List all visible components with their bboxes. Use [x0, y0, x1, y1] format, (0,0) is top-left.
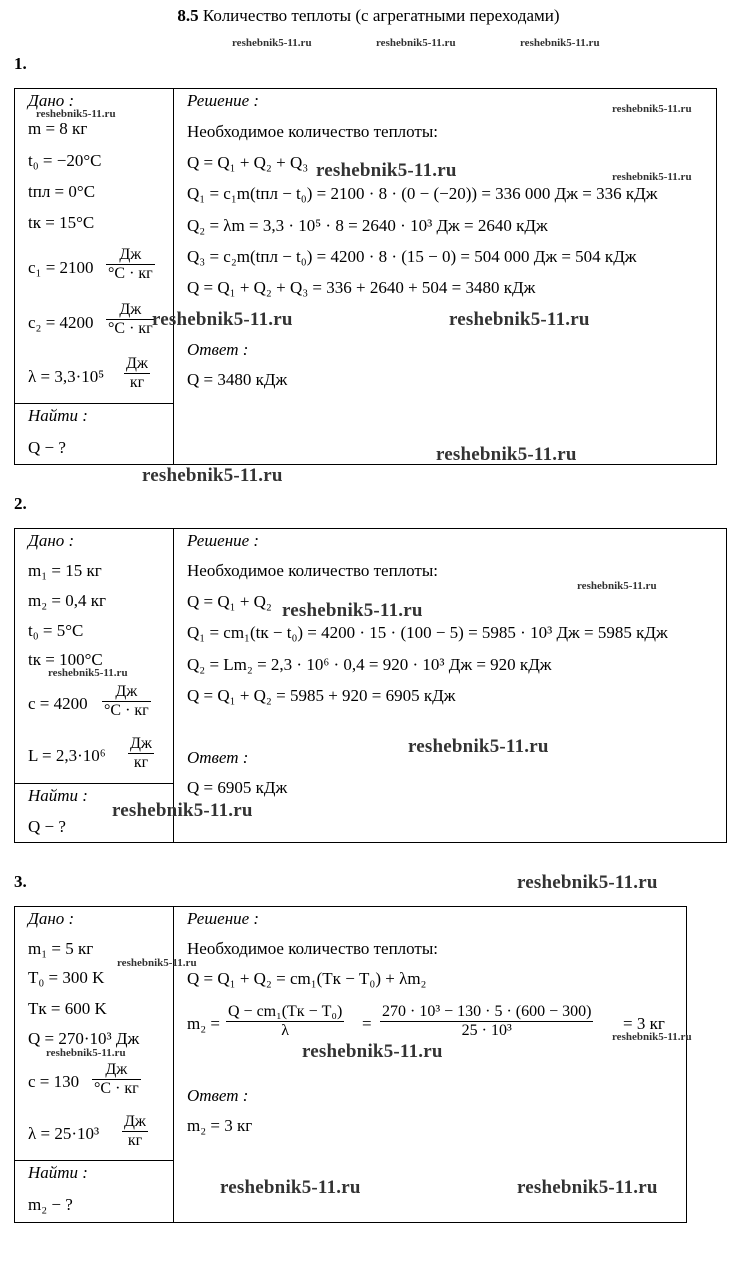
watermark: reshebnik5-11.ru	[46, 1047, 126, 1059]
solution-line: Q = Q₁ + Q₂ = 5985 + 920 = 6905 кДж	[187, 686, 456, 705]
page-title	[0, 6, 737, 26]
solution-line: = 3 кг	[623, 1014, 665, 1033]
unit-fraction	[102, 683, 151, 720]
given-item: λ = 25·10³	[28, 1124, 100, 1143]
answer-value: m₂ = 3 кг	[187, 1116, 253, 1135]
given-item: m₁ = 5 кг	[28, 939, 94, 958]
watermark: reshebnik5-11.ru	[142, 465, 283, 486]
answer-label: Ответ :	[187, 748, 249, 767]
given-item: c₁ = 2100	[28, 258, 94, 277]
given-label: Дано :	[28, 909, 75, 928]
unit-denominator: °C · кг	[104, 702, 149, 719]
watermark: reshebnik5-11.ru	[112, 800, 253, 821]
solution-label: Решение :	[187, 91, 260, 110]
watermark: reshebnik5-11.ru	[48, 667, 128, 679]
solution-line: Необходимое количество теплоты:	[187, 561, 439, 580]
given-label: Дано :	[28, 531, 75, 550]
given-item: tпл = 0°C	[28, 182, 96, 201]
formula-numerator: 270 · 10³ − 130 · 5 · (600 − 300)	[382, 1003, 592, 1020]
solution-line: Q = Q₁ + Q₂ = cm₁(Tк − T₀) + λm₂	[187, 969, 427, 988]
solution-label: Решение :	[187, 909, 260, 928]
solution-line: Q₂ = Lm₂ = 2,3 · 10⁶ · 0,4 = 920 · 10³ Дж = 920 кДж	[187, 655, 552, 674]
given-item: m = 8 кг	[28, 119, 88, 138]
formula-numerator: Q − cm₁(Tк − T₀)	[228, 1003, 343, 1020]
given-item: c = 130	[28, 1072, 80, 1091]
solution-line: Q = Q₁ + Q₂ + Q₃ = 336 + 2640 + 504 = 3480 кДж	[187, 278, 536, 297]
formula-fraction	[380, 1003, 593, 1040]
answer-label: Ответ :	[187, 340, 249, 359]
watermark: reshebnik5-11.ru	[449, 309, 590, 330]
watermark: reshebnik5-11.ru	[36, 108, 116, 120]
unit-numerator: Дж	[126, 355, 148, 372]
watermark: reshebnik5-11.ru	[577, 580, 657, 592]
watermark: reshebnik5-11.ru	[517, 872, 658, 893]
divider	[14, 783, 173, 784]
divider	[14, 403, 173, 404]
find-label: Найти :	[28, 406, 88, 425]
given-item: λ = 3,3·10⁵	[28, 367, 105, 386]
formula-denominator: 25 · 10³	[380, 1021, 593, 1040]
given-item: tк = 100°C	[28, 650, 103, 669]
find-label: Найти :	[28, 1163, 88, 1182]
unit-numerator: Дж	[119, 246, 142, 263]
unit-fraction	[92, 1061, 141, 1098]
unit-denominator: °C · кг	[108, 265, 153, 282]
find-value: m₂ − ?	[28, 1195, 73, 1214]
watermark: reshebnik5-11.ru	[117, 957, 197, 969]
find-value: Q − ?	[28, 817, 66, 836]
unit-numerator: Дж	[105, 1061, 128, 1078]
solution-line: Q₃ = c₂m(tпл − t₀) = 4200 · 8 · (15 − 0) = 504 000 Дж = 504 кДж	[187, 247, 637, 266]
unit-denominator: кг	[128, 753, 154, 772]
solution-line: Q₂ = λm = 3,3 · 10⁵ · 8 = 2640 · 10³ Дж = 2640 кДж	[187, 216, 548, 235]
watermark: reshebnik5-11.ru	[408, 736, 549, 757]
given-item: t₀ = −20°C	[28, 151, 102, 170]
divider	[173, 88, 174, 464]
watermark: reshebnik5-11.ru	[220, 1177, 361, 1198]
unit-denominator: °C · кг	[94, 1080, 139, 1097]
watermark: reshebnik5-11.ru	[232, 37, 312, 49]
divider	[173, 528, 174, 842]
answer-value: Q = 6905 кДж	[187, 778, 288, 797]
solution-line: Необходимое количество теплоты:	[187, 939, 439, 958]
given-item: m₁ = 15 кг	[28, 561, 102, 580]
given-item: tк = 15°C	[28, 213, 95, 232]
solution-line: Q = Q₁ + Q₂ + Q₃	[187, 153, 309, 172]
unit-fraction	[106, 301, 155, 338]
given-item: m₂ = 0,4 кг	[28, 591, 106, 610]
solution-line: Необходимое количество теплоты:	[187, 122, 439, 141]
answer-value: Q = 3480 кДж	[187, 370, 288, 389]
unit-numerator: Дж	[124, 1113, 146, 1130]
watermark: reshebnik5-11.ru	[302, 1041, 443, 1062]
answer-label: Ответ :	[187, 1086, 249, 1105]
given-item: L = 2,3·10⁶	[28, 746, 106, 765]
find-value: Q − ?	[28, 438, 66, 457]
watermark: reshebnik5-11.ru	[612, 171, 692, 183]
solution-line: m₂ =	[187, 1014, 220, 1033]
given-item: Tк = 600 K	[28, 999, 107, 1018]
given-item: t₀ = 5°C	[28, 621, 84, 640]
solution-label: Решение :	[187, 531, 260, 550]
given-item: T₀ = 300 K	[28, 968, 105, 987]
solution-line: =	[362, 1014, 372, 1033]
unit-numerator: Дж	[119, 301, 142, 318]
section-number: 8.5	[177, 6, 199, 25]
unit-numerator: Дж	[115, 683, 138, 700]
unit-fraction	[122, 1113, 148, 1150]
watermark: reshebnik5-11.ru	[612, 1031, 692, 1043]
unit-fraction	[124, 355, 150, 392]
watermark: reshebnik5-11.ru	[520, 37, 600, 49]
problem-number: 3.	[14, 872, 27, 891]
given-item: Q = 270·10³ Дж	[28, 1029, 140, 1048]
given-item: c = 4200	[28, 694, 88, 713]
solution-line: Q₁ = cm₁(tк − t₀) = 4200 · 15 · (100 − 5) = 5985 · 10³ Дж = 5985 кДж	[187, 623, 668, 642]
watermark: reshebnik5-11.ru	[612, 103, 692, 115]
watermark: reshebnik5-11.ru	[436, 444, 577, 465]
unit-denominator: кг	[124, 373, 150, 392]
watermark: reshebnik5-11.ru	[376, 37, 456, 49]
formula-fraction	[226, 1003, 344, 1040]
watermark: reshebnik5-11.ru	[517, 1177, 658, 1198]
section-title: Количество теплоты (с агрегатными переходами)	[202, 6, 560, 25]
divider	[14, 1160, 173, 1161]
unit-denominator: кг	[122, 1131, 148, 1150]
unit-denominator: °C · кг	[108, 320, 153, 337]
unit-numerator: Дж	[130, 735, 152, 752]
watermark: reshebnik5-11.ru	[152, 309, 293, 330]
given-label: Дано :	[28, 91, 75, 110]
solution-line: Q₁ = c₁m(tпл − t₀) = 2100 · 8 · (0 − (−20)) = 336 000 Дж = 336 кДж	[187, 184, 658, 203]
unit-fraction	[128, 735, 154, 772]
solution-line: Q = Q₁ + Q₂	[187, 592, 272, 611]
problem-number: 2.	[14, 494, 27, 513]
formula-denominator: λ	[226, 1021, 344, 1040]
problem-number: 1.	[14, 54, 27, 73]
watermark: reshebnik5-11.ru	[282, 600, 423, 621]
given-item: c₂ = 4200	[28, 313, 94, 332]
unit-fraction	[106, 246, 155, 283]
find-label: Найти :	[28, 786, 88, 805]
watermark: reshebnik5-11.ru	[316, 160, 457, 181]
divider	[173, 906, 174, 1222]
